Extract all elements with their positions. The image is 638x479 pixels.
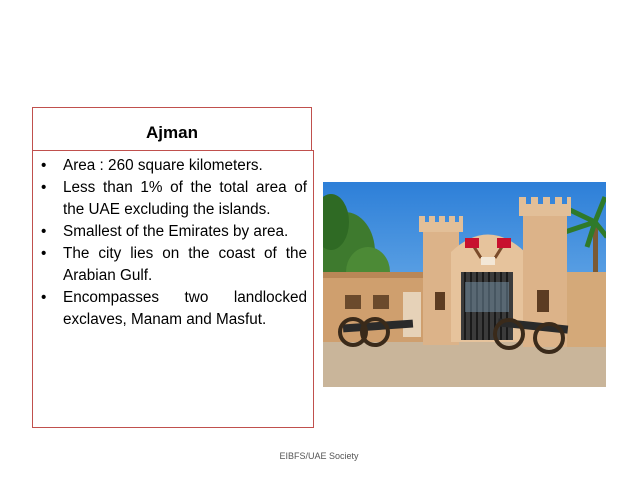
bullet-item-coast: • The city lies on the coast of the Arabian Gulf.	[39, 243, 307, 287]
bullet-item-area: • Area : 260 square kilometers.	[39, 155, 307, 177]
slide-title: Ajman	[146, 123, 198, 142]
ajman-museum-photo	[323, 182, 606, 387]
museum-fort-illustration	[323, 182, 606, 387]
bullet-item-smallest: • Smallest of the Emirates by area.	[39, 221, 307, 243]
bullet-item-total-area: • Less than 1% of the total area of the UAE excluding the islands.	[39, 177, 307, 221]
bullet-box	[32, 150, 314, 428]
bullet-list	[33, 151, 313, 331]
bullet-item-exclaves: • Encompasses two landlocked exclaves, Manam and Masfut.	[39, 287, 307, 331]
footer-text: EIBFS/UAE Society	[279, 451, 359, 461]
title-box	[32, 107, 312, 150]
